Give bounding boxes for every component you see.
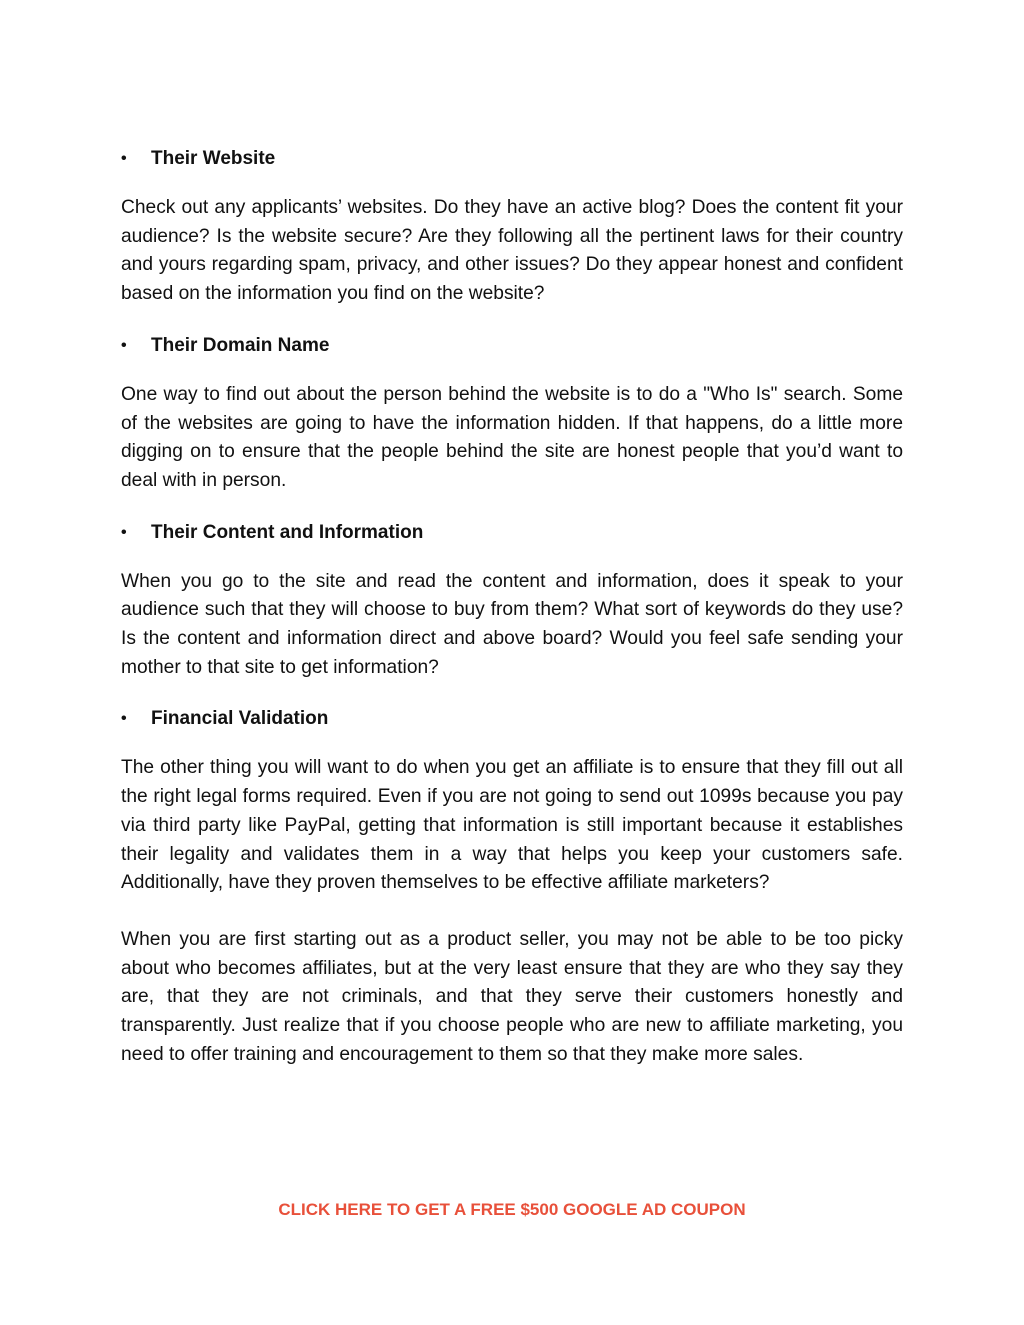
- closing-paragraph: When you are first starting out as a product seller, you may not be able to be too picky about who becomes affiliates, but at the very least ensure that they are who they say they are, that they are not criminals, and that they serve their customers honestly and transparently. Just realize that if you choose people who are new to affiliate marketing, you need to offer training and encouragement to them so that they make more sales.: [121, 928, 903, 1065]
- heading-text: Their Content and Information: [151, 521, 424, 543]
- heading-text: Their Domain Name: [151, 334, 330, 356]
- bullet-icon: •: [121, 336, 127, 354]
- section-paragraph-financial: The other thing you will want to do when you get an affiliate is to ensure that they fill out all the right legal forms required. Even if you are not going to send out 1099s because you pay via third party like PayPal, getting that information is still important because it establishes their legality and validates them in a way that helps you keep your customers safe. Additionally, have they proven themselves to be effective affiliate marketers?: [121, 757, 903, 894]
- heading-text: Their Website: [151, 148, 276, 169]
- coupon-link[interactable]: CLICK HERE TO GET A FREE $500 GOOGLE AD COUPON: [278, 1200, 746, 1219]
- section-heading-content: [121, 516, 903, 550]
- section-heading-financial: [121, 702, 903, 736]
- bullet-icon: •: [121, 150, 127, 167]
- section-heading-website: [121, 142, 903, 176]
- document-page: [121, 142, 903, 1069]
- section-paragraph-content: When you go to the site and read the content and information, does it speak to your audience such that they will choose to buy from them? What sort of keywords do they use? Is the content and information direct and above board? Would you feel safe sending your mother to that site to get information?: [121, 570, 903, 678]
- heading-text: Financial Validation: [151, 708, 329, 730]
- section-paragraph-website: Check out any applicants’ websites. Do they have an active blog? Does the content fit your audience? Is the website secure? Are they following all the pertinent laws for their country and yours regarding spam, privacy, and other issues? Do they appear honest and confident based on the information you find on the website?: [121, 197, 903, 305]
- bullet-icon: •: [121, 710, 127, 728]
- bullet-icon: •: [121, 523, 127, 541]
- section-paragraph-domain-name: One way to find out about the person behind the website is to do a "Who Is" search. Some of the websites are going to have the information hidden. If that happens, do a little more digging on to ensure that the people behind the site are honest people that you’d want to deal with in person.: [121, 383, 903, 491]
- section-heading-domain-name: [121, 329, 903, 363]
